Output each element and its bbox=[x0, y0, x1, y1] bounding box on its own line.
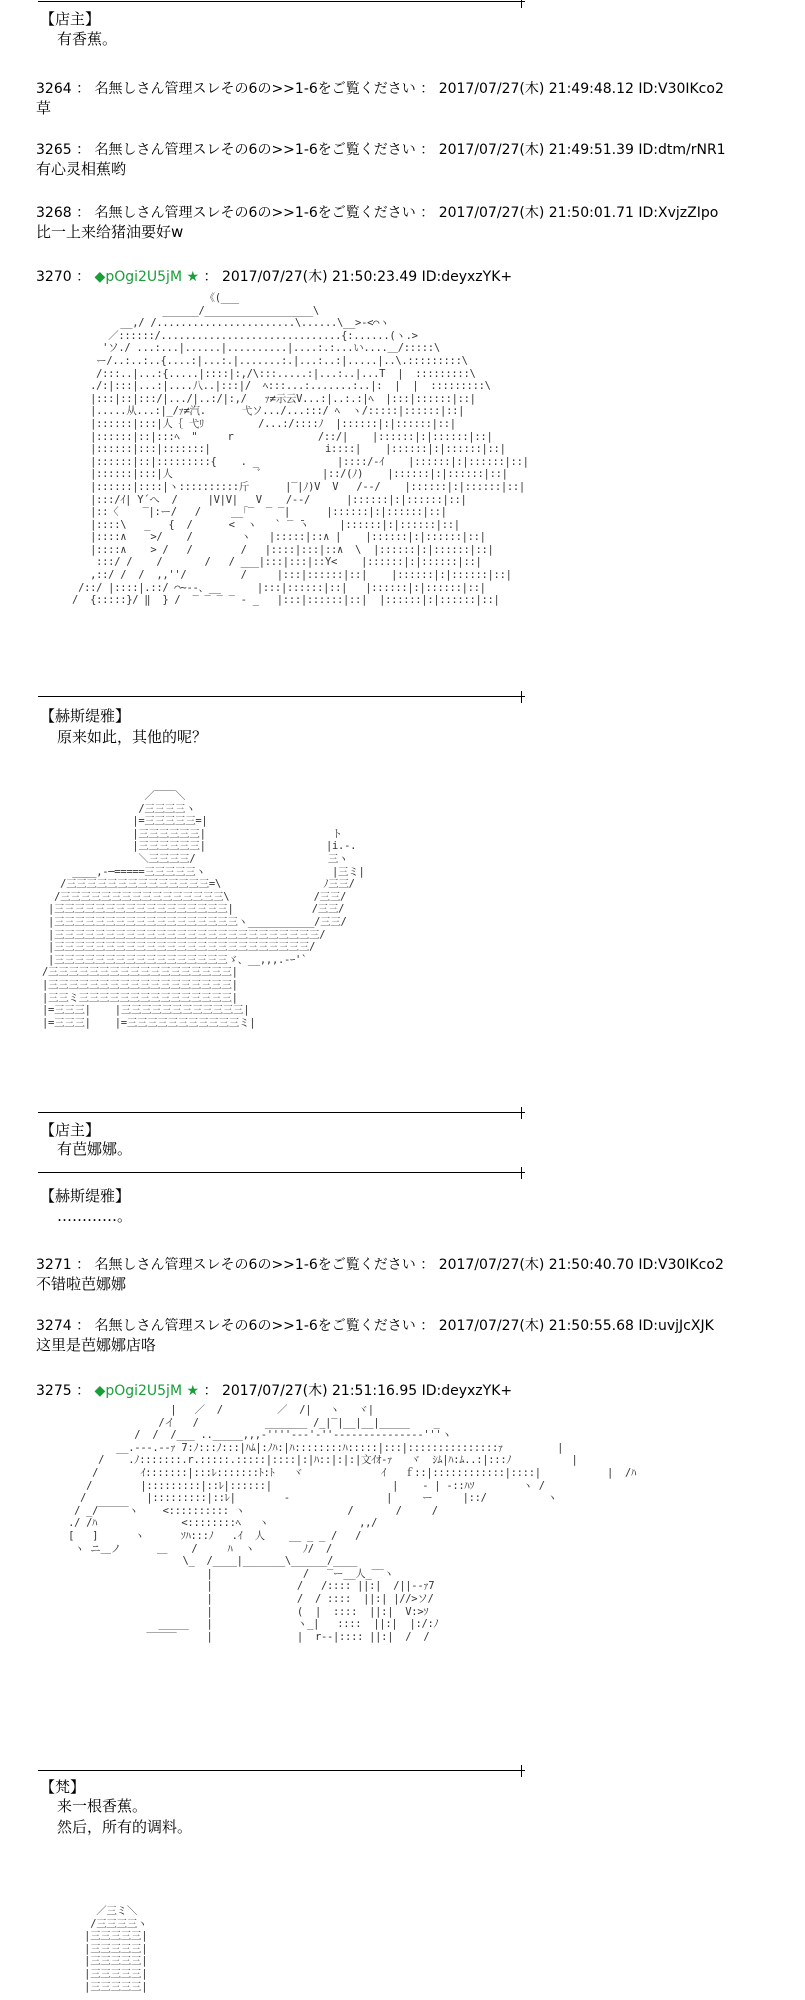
post-number: 3275 bbox=[36, 1383, 72, 1399]
divider bbox=[38, 696, 525, 697]
post-date: 2017/07/27(木) 21:50:23.49 bbox=[221, 269, 418, 285]
post-header: 3274 ： 名無しさん管理スレその6の>>1-6をご覧ください ： 2017/07/27(木) 21:50:55.68 ID:uvjJcXJK bbox=[36, 1318, 714, 1334]
divider bbox=[38, 1172, 525, 1173]
post-date: 2017/07/27(木) 21:50:01.71 bbox=[438, 205, 634, 221]
post-header: 3271 ： 名無しさん管理スレその6の>>1-6をご覧ください ： 2017/07/27(木) 21:50:40.70 ID:V30IKco2 bbox=[36, 1257, 724, 1273]
post-header: 3275 ： ◆pOgi2U5jM ★ ： 2017/07/27(木) 21:51:16.95 ID:deyxzYK+ bbox=[36, 1383, 513, 1399]
divider bbox=[38, 1770, 525, 1771]
ascii-art-figure: ／三ミ＼ /三三三三ヽ |三三三三三| |三三三三三| |三三三三三| |三三三三三| |三三三三三| bbox=[84, 1905, 148, 1993]
dialogue-line: 有香蕉。 bbox=[57, 30, 118, 48]
post-body: 有心灵相蕉哟 bbox=[36, 160, 127, 178]
speaker-label: 【赫斯缇雅】 bbox=[40, 707, 131, 725]
divider bbox=[38, 1, 525, 2]
post-id: ID:XvjzZIpo bbox=[638, 205, 719, 221]
dialogue-line: 来一根香蕉。 bbox=[57, 1797, 148, 1815]
post-number: 3270 bbox=[36, 269, 72, 285]
dialogue-line: 原来如此，其他的呢？ bbox=[57, 728, 208, 746]
post-header: 3265 ： 名無しさん管理スレその6の>>1-6をご覧ください ： 2017/07/27(木) 21:49:51.39 ID:dtm/rNR1 bbox=[36, 142, 726, 158]
post-header: 3268 ： 名無しさん管理スレその6の>>1-6をご覧ください ： 2017/07/27(木) 21:50:01.71 ID:XvjzZIpo bbox=[36, 205, 719, 221]
post-tripcode: ◆pOgi2U5jM ★ bbox=[94, 269, 200, 285]
post-number: 3264 bbox=[36, 81, 72, 97]
post-number: 3268 bbox=[36, 205, 72, 221]
speaker-label: 【梵】 bbox=[40, 1778, 86, 1796]
post-body: 比一上来给猪油要好w bbox=[36, 223, 184, 241]
post-id: ID:deyxzYK+ bbox=[421, 1383, 513, 1399]
ascii-art-fan: | ／ / ／ /| ヽ ヾ| /イ / _______ /_|‾|__|__|_____ _ / / /___ .._____,,,-''''‐-‐'‐''‐‐‐‐‐‐‐‐‐‐‐‐‐‐‐'''ヽ __.‐‐‐.-‐ｧ 7:ﾉ:::ﾉ:::|ﾊﾑ|:ﾉﾊ:|ﾊ::::::::ﾊ:::::|:::|:::::::::::::::ｧ | / .ﾉ:::::::.r.:::::.:::::|::::|:|ﾊ::|:|:|文ｲｵ‐ｧ ヾ ｼﾑ|ﾊ:ﾑ..:|:::ﾉ | / ｲ:::::::|:::ﾚ:::::::ﾄ:ﾄ ヾ ｲ ｆ::|::::::::::::|::::| | /ﾊ / |:::::::::|::ﾚ|::::::| | - | -::ﾊｿ ヽ / / |:::::::::|::ﾚ| - | ー |::/ ヽ / _/‾‾‾‾‾ヽ <:::::::::: ヽ / / / ./ /ﾊ <::::::::ﾍ ヽ ,,/ [ ] ヽ ｿﾊ:::ﾉ .ｲ 人 __ _ _ / / ヽ ニ＿ノ ＿ / ﾊ ヽ ﾉ/ / \_ /____|_______\______/____ | / ‾ー__人_‾‾ヽ | / /:::: ||:| /||‐‐ｧ7 | / / :::: ||:| |//>ソ/ | ( | :::: ||:| V:>ｿ _____ | ヽ_| :::: ||:| |:/:ﾉ ‾‾‾‾‾ | | r‐‐|:::: ||:| / / bbox=[68, 1404, 637, 1643]
post-id: ID:dtm/rNR1 bbox=[638, 142, 726, 158]
dialogue-line: …………。 bbox=[57, 1207, 133, 1225]
post-author: 名無しさん管理スレその6の>>1-6をご覧ください bbox=[94, 1257, 416, 1273]
post-header: 3264 ： 名無しさん管理スレその6の>>1-6をご覧ください ： 2017/07/27(木) 21:49:48.12 ID:V30IKco2 bbox=[36, 81, 724, 97]
ascii-art-shopkeeper: ／￣￣＼ /三三三三ヽ |=三三三三三=| |三三三三三三| ト |三三三三三三| |i.-. ＼三三三三/ 三ヽ ____,-─=====三三三三三ヽ |三ミ| /三三三三三三三三三三三三三三=\ ﾉ三三/ /三三三三三三三三三三三三三三三三\ /三三/ |三三三三三三三三三三三三三三三三三| /三三/ |三三三三三三三三三三三三三三三三三三ヽ___________/三三/ |三三三三三三三三三三三三三三三三三三三三三三三三三三/ |三三三三三三三三三三三三三三三三三三三三三三三三三/ |三三三三三三三三三三三三三三三三三ゞ、__,,,.-ｰ'` /三三三三三三三三三三三三三三三三三三| |三三三三三三三三三三三三三三三三三三| |三三ミ三三三三三三三三三三三三三三三| |=三三三| |三三三三三三三三三三三三| |=三三三| |=三三三三三三三三三三三ミ| bbox=[42, 790, 365, 1029]
post-number: 3274 bbox=[36, 1318, 72, 1334]
post-date: 2017/07/27(木) 21:50:55.68 bbox=[438, 1318, 634, 1334]
speaker-label: 【店主】 bbox=[40, 1121, 101, 1139]
post-id: ID:V30IKco2 bbox=[638, 81, 724, 97]
post-header: 3270 ： ◆pOgi2U5jM ★ ： 2017/07/27(木) 21:50:23.49 ID:deyxzYK+ bbox=[36, 269, 513, 285]
post-author: 名無しさん管理スレその6の>>1-6をご覧ください bbox=[94, 1318, 416, 1334]
speaker-label: 【赫斯缇雅】 bbox=[40, 1187, 131, 1205]
post-number: 3271 bbox=[36, 1257, 72, 1273]
post-id: ID:V30IKco2 bbox=[638, 1257, 724, 1273]
post-author: 名無しさん管理スレその6の>>1-6をご覧ください bbox=[94, 142, 416, 158]
post-author: 名無しさん管理スレその6の>>1-6をご覧ください bbox=[94, 205, 416, 221]
divider bbox=[38, 1112, 525, 1113]
post-number: 3265 bbox=[36, 142, 72, 158]
post-date: 2017/07/27(木) 21:49:51.39 bbox=[438, 142, 634, 158]
post-body: 不错啦芭娜娜 bbox=[36, 1275, 127, 1293]
post-date: 2017/07/27(木) 21:49:48.12 bbox=[438, 81, 634, 97]
post-body: 这里是芭娜娜店咯 bbox=[36, 1336, 157, 1354]
post-id: ID:deyxzYK+ bbox=[421, 269, 513, 285]
post-id: ID:uvjJcXJK bbox=[638, 1318, 714, 1334]
dialogue-line: 有芭娜娜。 bbox=[57, 1140, 133, 1158]
post-body: 草 bbox=[36, 99, 52, 117]
post-date: 2017/07/27(木) 21:50:40.70 bbox=[438, 1257, 634, 1273]
speaker-label: 【店主】 bbox=[40, 10, 101, 28]
post-author: 名無しさん管理スレその6の>>1-6をご覧ください bbox=[94, 81, 416, 97]
dialogue-line: 然后，所有的调料。 bbox=[57, 1818, 193, 1836]
post-date: 2017/07/27(木) 21:51:16.95 bbox=[221, 1383, 418, 1399]
ascii-art-hestia: 《(___ ______/__________________\ __,/ /.......................\......\__>‐<⌒ヽ ／::::::/..............................{:......(ヽ.> 'ソ./ ...:...|......|..........|....:.:...い....＿/:::::\ ー/..:..:..{....:|...:.|.......:.|...:..:|.....|..\.:::::::::\ /:::..|...:{.....|::::|:,/\:::.....:|...:..|...T | :::::::::\ ./:|:::|...:|....八..|:::|/ ﾍ:::...:.......:..|: | | :::::::::\ |:::|::|:::/|.../|..:/|:,/ ｧ≠示云V...:|..:.:|ﾍ |:::|::::::|::| |.....从...:|_/ｧ≠汽. 弋ソ.../...:::/ ﾍ ヽ/:::::|::::::|::| |::::::|:::|人｛ 弋ﾘ /...:/::::ﾉ |::::::|:|::::::|::| |::::::|::|:::ﾍ " r /::/| |::::::|:|::::::|::| |::::::|:::|:::::::| i::::| |::::::|:|::::::|::| |::::::|::|:::::::::{ . _ |::::/-ｲ |::::::|:|::::::|::| |::::::|:::|人 ﾞ |::/(ﾉ) |::::::|:|::::::|::| |::::::|::::|ヽ::::::::::斤 |‾|ﾉ)V V /-‐/ |::::::|:|::::::|::| |:::/ｲ| Y´へ / |V|V| V /-‐/ |::::::|:|::::::|::| |::〈 ‾|:ー/ / __｢‾ ‾ ‾| |::::::|:|::::::|::| |::::\ _ { / < ヽ ` ‾ ̄ヽ |::::::|:|::::::|::| |::::∧ >/ / ヽ |:::::|::∧ | |::::::|:|::::::|::| |::::∧ > / / / |::::|:::|::∧ \ |::::::|:|::::::|::| :::/ / / / / ___|:::|:::|::Y< |::::::|:|::::::|::| ,::/ / / ,,''/ / |:::|::::::|::| |::::::|:|::::::|::| /::/ |::::|.::/ ⌒~‐-、__ |:::|::::::|::| |::::::|:|::::::|::| / {:::::}/ ‖ } / ‾ ‾ ‾ ‾ - _ |:::|::::::|::| |::::::|:|::::::|::| bbox=[72, 292, 529, 607]
post-tripcode: ◆pOgi2U5jM ★ bbox=[94, 1383, 200, 1399]
